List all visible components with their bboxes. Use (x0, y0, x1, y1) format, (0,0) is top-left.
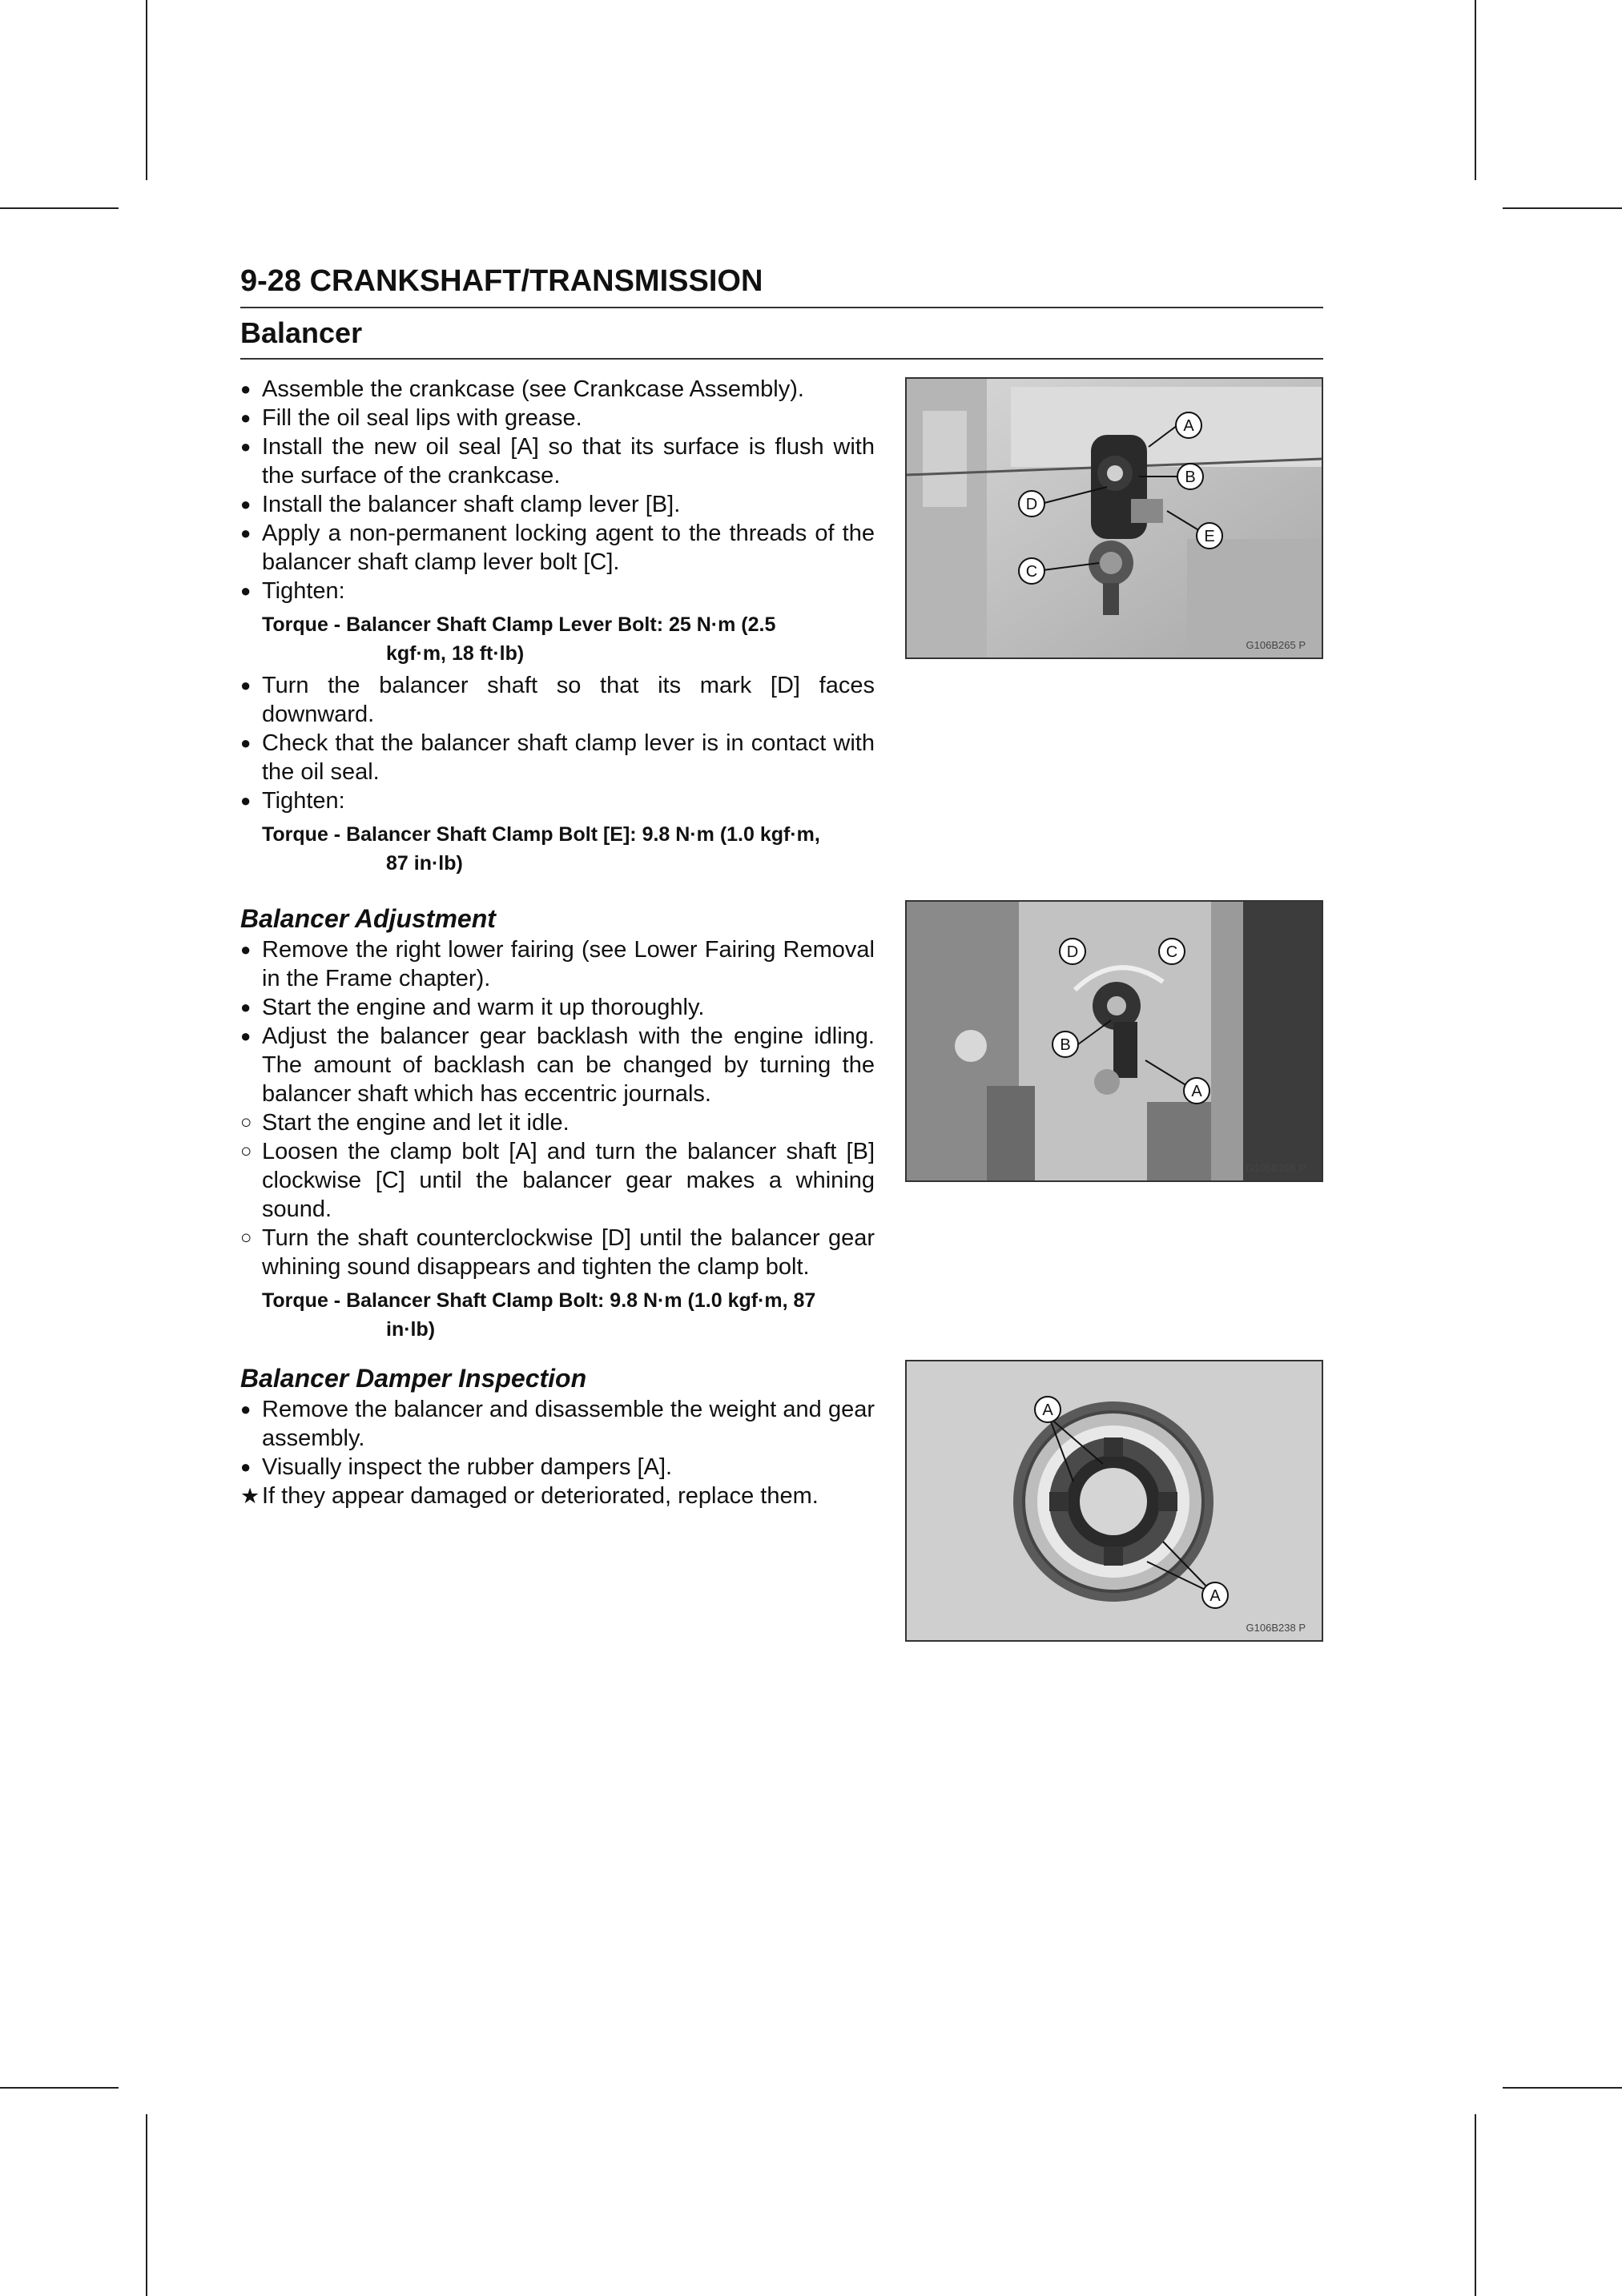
crop-mark (1475, 2114, 1476, 2296)
bullet-icon: ● (240, 523, 252, 543)
figure-code: G106B265 P (1246, 639, 1306, 651)
callout-label: B (1185, 468, 1196, 486)
figure-callouts (907, 379, 1322, 657)
crop-mark (1503, 207, 1622, 209)
callout-label: A (1209, 1587, 1221, 1605)
list-item: ● Install the balancer shaft clamp lever [B]. (240, 492, 681, 517)
callout-label: D (1025, 496, 1038, 513)
callout-label: E (1204, 528, 1215, 545)
bullet-icon: ● (240, 1457, 252, 1477)
circle-bullet-icon: ○ (240, 1140, 252, 1162)
page-title: 9-28 CRANKSHAFT/TRANSMISSION (240, 264, 1323, 308)
callout-label: A (1042, 1401, 1053, 1419)
bullet-icon: ● (240, 408, 252, 428)
subsection-title: Balancer Adjustment (240, 904, 496, 933)
crop-mark (0, 2087, 119, 2089)
callout-label: B (1060, 1036, 1071, 1054)
bullet-icon: ● (240, 733, 252, 753)
torque-spec: Torque - Balancer Shaft Clamp Bolt: 9.8 N·m (1.0 kgf·m, 87 in·lb) (262, 1289, 816, 1341)
subsection-title: Balancer Damper Inspection (240, 1364, 587, 1393)
star-icon: ★ (240, 1484, 260, 1508)
section-balancer-damper-inspection (240, 1361, 875, 1510)
bullet-icon: ● (240, 939, 252, 959)
list-item: ○ Start the engine and let it idle. (240, 1110, 570, 1136)
list-item: ● Visually inspect the rubber dampers [A]. (240, 1454, 673, 1480)
figure-code: G106B238 P (1246, 1622, 1306, 1634)
list-item: ● Check that the balancer shaft clamp lever is in contact with the oil seal. (240, 730, 875, 785)
bullet-icon: ● (240, 379, 252, 399)
list-item: ● Assemble the crankcase (see Crankcase Assembly). (240, 376, 804, 402)
figure-balancer-shaft-clamp (905, 377, 1323, 659)
circle-bullet-icon: ○ (240, 1112, 252, 1133)
list-item: ● Adjust the balancer gear backlash with the engine idling. The amount of backlash can be changed by turning the balancer shaft which has eccentric journals. (240, 1023, 875, 1107)
section-title: Balancer (240, 308, 1323, 360)
list-item: ○ Turn the shaft counterclockwise [D] until the balancer gear whining sound disappears and tighten the clamp bolt. (240, 1225, 875, 1280)
list-item: ● Apply a non-permanent locking agent to the threads of the balancer shaft clamp lever bolt [C]. (240, 521, 875, 575)
bullet-icon: ● (240, 1399, 252, 1419)
list-item: ○ Loosen the clamp bolt [A] and turn the balancer shaft [B] clockwise [C] until the balancer gear makes a whining sound. (240, 1139, 875, 1222)
section-balancer-adjustment (240, 902, 875, 1347)
list-item: ● Start the engine and warm it up thoroughly. (240, 995, 705, 1020)
callout-label: C (1165, 943, 1178, 961)
list-item: ● Fill the oil seal lips with grease. (240, 405, 582, 431)
figure-code: G106B266 P (1246, 1162, 1306, 1174)
crop-mark (1503, 2087, 1622, 2089)
bullet-icon: ● (240, 494, 252, 514)
bullet-icon: ● (240, 675, 252, 695)
bullet-icon: ● (240, 1026, 252, 1046)
page-header (240, 264, 1323, 360)
section-balancer-installation (240, 375, 875, 881)
bullet-icon: ● (240, 997, 252, 1017)
list-item: ● Tighten: (240, 788, 345, 814)
list-item: ● Remove the balancer and disassemble the weight and gear assembly. (240, 1397, 875, 1451)
crop-mark (146, 2114, 147, 2296)
callout-label: A (1191, 1083, 1202, 1100)
torque-spec: Torque - Balancer Shaft Clamp Bolt [E]: 9.8 N·m (1.0 kgf·m, 87 in·lb) (262, 823, 820, 875)
crop-mark (146, 0, 147, 180)
list-item: ★ If they appear damaged or deteriorated, replace them. (240, 1483, 819, 1509)
callout-label: A (1183, 417, 1194, 435)
figure-callouts (907, 902, 1322, 1180)
crop-mark (0, 207, 119, 209)
list-item: ● Install the new oil seal [A] so that its surface is flush with the surface of the crankcase. (240, 434, 875, 489)
bullet-icon: ● (240, 581, 252, 601)
circle-bullet-icon: ○ (240, 1227, 252, 1249)
list-item: ● Remove the right lower fairing (see Lower Fairing Removal in the Frame chapter). (240, 937, 875, 991)
figure-balancer-adjustment (905, 900, 1323, 1182)
list-item: ● Turn the balancer shaft so that its mark [D] faces downward. (240, 673, 875, 727)
figure-balancer-damper (905, 1360, 1323, 1642)
bullet-icon: ● (240, 436, 252, 456)
callout-label: D (1066, 943, 1079, 961)
list-item: ● Tighten: (240, 578, 345, 604)
callout-label: C (1025, 563, 1038, 581)
crop-mark (1475, 0, 1476, 180)
torque-spec: Torque - Balancer Shaft Clamp Lever Bolt: 25 N·m (2.5 kgf·m, 18 ft·lb) (262, 613, 776, 665)
figure-callouts (907, 1361, 1322, 1640)
bullet-icon: ● (240, 790, 252, 810)
